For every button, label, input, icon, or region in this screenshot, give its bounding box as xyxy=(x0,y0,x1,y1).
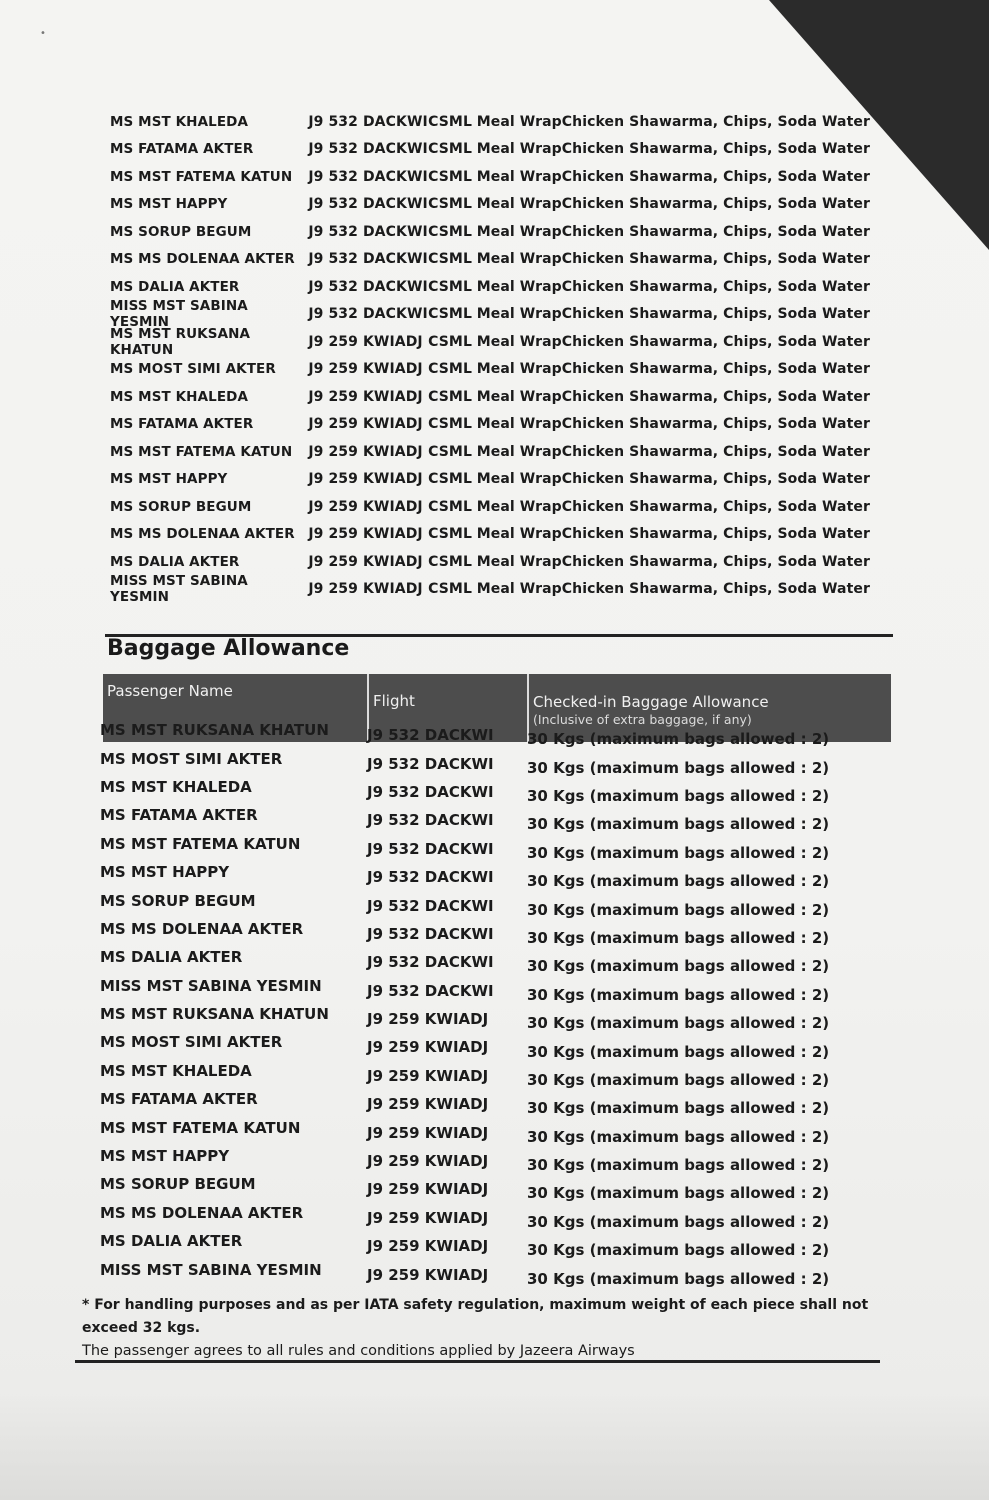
header-allowance-subtitle: (Inclusive of extra baggage, if any) xyxy=(533,712,752,727)
baggage-passenger-name: MS DALIA AKTER xyxy=(100,948,243,967)
meal-code: CSML xyxy=(428,443,472,460)
meal-code: CSML xyxy=(428,526,472,543)
baggage-allowance: 30 Kgs (maximum bags allowed : 2) xyxy=(527,1014,830,1033)
baggage-flight: J9 532 DACKWI xyxy=(367,868,494,887)
baggage-allowance: 30 Kgs (maximum bags allowed : 2) xyxy=(527,758,830,777)
meal-flight: J9 532 DACKWI xyxy=(308,306,428,323)
meal-row xyxy=(110,383,870,411)
meal-description: Meal WrapChicken Shawarma, Chips, Soda Water xyxy=(476,306,870,323)
baggage-allowance: 30 Kgs (maximum bags allowed : 2) xyxy=(527,843,830,862)
meal-description: Meal WrapChicken Shawarma, Chips, Soda Water xyxy=(476,553,870,570)
meal-passenger-name: MS DALIA AKTER xyxy=(110,278,240,295)
meal-passenger-name: MS MST RUKSANA KHATUN xyxy=(110,325,251,358)
baggage-allowance-table xyxy=(100,716,860,1288)
meal-row xyxy=(110,246,870,274)
meal-code: CSML xyxy=(428,471,472,488)
baggage-section-title: Baggage Allowance xyxy=(107,636,350,661)
meal-code: CSML xyxy=(428,388,472,405)
baggage-row xyxy=(100,1255,860,1288)
baggage-flight: J9 532 DACKWI xyxy=(367,782,494,801)
baggage-flight: J9 259 KWIADJ xyxy=(367,1265,489,1284)
meal-code: CSML xyxy=(428,168,472,185)
meal-description: Meal WrapChicken Shawarma, Chips, Soda Water xyxy=(476,113,870,130)
baggage-flight: J9 259 KWIADJ xyxy=(367,1123,489,1142)
meal-passenger-name: MISS MST SABINA YESMIN xyxy=(110,298,248,331)
page-shadow xyxy=(0,1390,989,1500)
baggage-passenger-name: MS MST KHALEDA xyxy=(100,777,252,796)
baggage-flight: J9 259 KWIADJ xyxy=(367,1152,489,1171)
meal-description: Meal WrapChicken Shawarma, Chips, Soda Water xyxy=(476,278,870,295)
meal-description: Meal WrapChicken Shawarma, Chips, Soda Water xyxy=(476,471,870,488)
meal-flight: J9 532 DACKWI xyxy=(308,113,428,130)
meal-code: CSML xyxy=(428,223,472,240)
meal-code: CSML xyxy=(428,141,472,158)
baggage-allowance: 30 Kgs (maximum bags allowed : 2) xyxy=(527,1042,830,1061)
baggage-flight: J9 532 DACKWI xyxy=(367,754,494,773)
meal-row xyxy=(110,548,870,576)
meal-row xyxy=(110,136,870,164)
header-passenger-name: Passenger Name xyxy=(103,674,369,742)
footnote-iata: * For handling purposes and as per IATA safety regulation, maximum weight of each piece shall not exceed 32 kgs. xyxy=(82,1297,869,1336)
meal-code: CSML xyxy=(428,306,472,323)
baggage-allowance: 30 Kgs (maximum bags allowed : 2) xyxy=(527,786,830,805)
meal-flight: J9 532 DACKWI xyxy=(308,196,428,213)
baggage-passenger-name: MS MOST SIMI AKTER xyxy=(100,749,283,768)
meal-passenger-name: MS MST FATEMA KATUN xyxy=(110,443,293,460)
meal-row xyxy=(110,466,870,494)
meal-row xyxy=(110,325,870,358)
baggage-flight: J9 259 KWIADJ xyxy=(367,1180,489,1199)
baggage-flight: J9 532 DACKWI xyxy=(367,726,494,745)
baggage-flight: J9 532 DACKWI xyxy=(367,896,494,915)
meal-passenger-name: MS DALIA AKTER xyxy=(110,553,240,570)
baggage-flight: J9 259 KWIADJ xyxy=(367,1010,489,1029)
meal-flight: J9 532 DACKWI xyxy=(308,251,428,268)
meal-code: CSML xyxy=(428,333,472,350)
meal-description: Meal WrapChicken Shawarma, Chips, Soda Water xyxy=(476,196,870,213)
meal-row xyxy=(110,108,870,136)
baggage-passenger-name: MS MOST SIMI AKTER xyxy=(100,1033,283,1052)
meal-flight: J9 259 KWIADJ xyxy=(308,333,423,350)
baggage-passenger-name: MS MST RUKSANA KHATUN xyxy=(100,1005,329,1024)
baggage-allowance: 30 Kgs (maximum bags allowed : 2) xyxy=(527,1212,830,1231)
meal-row xyxy=(110,438,870,466)
meal-description: Meal WrapChicken Shawarma, Chips, Soda Water xyxy=(476,168,870,185)
baggage-allowance: 30 Kgs (maximum bags allowed : 2) xyxy=(527,1099,830,1118)
meal-passenger-name: MS MOST SIMI AKTER xyxy=(110,361,276,378)
meal-description: Meal WrapChicken Shawarma, Chips, Soda Water xyxy=(476,388,870,405)
baggage-flight: J9 532 DACKWI xyxy=(367,981,494,1000)
meal-flight: J9 532 DACKWI xyxy=(308,141,428,158)
meal-passenger-name: MS SORUP BEGUM xyxy=(110,498,252,515)
baggage-allowance: 30 Kgs (maximum bags allowed : 2) xyxy=(527,815,830,834)
meal-passenger-name: MS MST FATEMA KATUN xyxy=(110,168,293,185)
meal-description: Meal WrapChicken Shawarma, Chips, Soda Water xyxy=(476,498,870,515)
meal-description: Meal WrapChicken Shawarma, Chips, Soda Water xyxy=(476,223,870,240)
meal-code: CSML xyxy=(428,196,472,213)
baggage-passenger-name: MS MST RUKSANA KHATUN xyxy=(100,721,329,740)
meal-flight: J9 532 DACKWI xyxy=(308,223,428,240)
baggage-flight: J9 259 KWIADJ xyxy=(367,1095,489,1114)
meal-description: Meal WrapChicken Shawarma, Chips, Soda Water xyxy=(476,251,870,268)
baggage-passenger-name: MS MST KHALEDA xyxy=(100,1061,252,1080)
meal-code: CSML xyxy=(428,251,472,268)
meal-passenger-name: MS MST HAPPY xyxy=(110,471,228,488)
meal-code: CSML xyxy=(428,553,472,570)
meal-flight: J9 259 KWIADJ xyxy=(308,498,423,515)
baggage-flight: J9 259 KWIADJ xyxy=(367,1237,489,1256)
baggage-flight: J9 259 KWIADJ xyxy=(367,1038,489,1057)
meal-flight: J9 259 KWIADJ xyxy=(308,443,423,460)
meal-flight: J9 532 DACKWI xyxy=(308,168,428,185)
baggage-allowance: 30 Kgs (maximum bags allowed : 2) xyxy=(527,985,830,1004)
baggage-passenger-name: MS MST HAPPY xyxy=(100,1147,230,1166)
meal-code: CSML xyxy=(428,113,472,130)
meal-flight: J9 259 KWIADJ xyxy=(308,471,423,488)
baggage-allowance: 30 Kgs (maximum bags allowed : 2) xyxy=(527,900,830,919)
baggage-passenger-name: MS SORUP BEGUM xyxy=(100,891,256,910)
baggage-passenger-name: MS SORUP BEGUM xyxy=(100,1175,256,1194)
meal-row xyxy=(110,411,870,439)
meal-description: Meal WrapChicken Shawarma, Chips, Soda Water xyxy=(476,416,870,433)
baggage-passenger-name: MS MST FATEMA KATUN xyxy=(100,834,301,853)
meal-passenger-name: MS MST KHALEDA xyxy=(110,388,249,405)
baggage-passenger-name: MISS MST SABINA YESMIN xyxy=(100,976,322,995)
baggage-flight: J9 532 DACKWI xyxy=(367,953,494,972)
baggage-allowance: 30 Kgs (maximum bags allowed : 2) xyxy=(527,1156,830,1175)
meal-passenger-name: MISS MST SABINA YESMIN xyxy=(110,573,248,606)
meal-flight: J9 259 KWIADJ xyxy=(308,553,423,570)
baggage-passenger-name: MS MS DOLENAA AKTER xyxy=(100,1203,304,1222)
meal-row xyxy=(110,356,870,384)
footnote xyxy=(82,1294,902,1363)
baggage-passenger-name: MISS MST SABINA YESMIN xyxy=(100,1260,322,1279)
meal-flight: J9 259 KWIADJ xyxy=(308,361,423,378)
meal-passenger-name: MS FATAMA AKTER xyxy=(110,416,254,433)
baggage-flight: J9 259 KWIADJ xyxy=(367,1066,489,1085)
meal-description: Meal WrapChicken Shawarma, Chips, Soda Water xyxy=(476,443,870,460)
meal-passenger-name: MS MS DOLENAA AKTER xyxy=(110,526,295,543)
header-flight: Flight xyxy=(369,674,529,742)
meal-description: Meal WrapChicken Shawarma, Chips, Soda Water xyxy=(476,526,870,543)
meal-row xyxy=(110,191,870,219)
meal-description: Meal WrapChicken Shawarma, Chips, Soda Water xyxy=(476,141,870,158)
baggage-passenger-name: MS DALIA AKTER xyxy=(100,1232,243,1251)
meal-passenger-name: MS FATAMA AKTER xyxy=(110,141,254,158)
baggage-allowance: 30 Kgs (maximum bags allowed : 2) xyxy=(527,928,830,947)
baggage-allowance: 30 Kgs (maximum bags allowed : 2) xyxy=(527,1184,830,1203)
meal-code: CSML xyxy=(428,498,472,515)
meal-row xyxy=(110,273,870,301)
baggage-allowance: 30 Kgs (maximum bags allowed : 2) xyxy=(527,1070,830,1089)
meal-flight: J9 259 KWIADJ xyxy=(308,416,423,433)
header-allowance-title: Checked-in Baggage Allowance xyxy=(533,693,769,711)
baggage-allowance: 30 Kgs (maximum bags allowed : 2) xyxy=(527,1241,830,1260)
meal-code: CSML xyxy=(428,361,472,378)
baggage-passenger-name: MS MST FATEMA KATUN xyxy=(100,1118,301,1137)
meal-description: Meal WrapChicken Shawarma, Chips, Soda Water xyxy=(476,333,870,350)
baggage-flight: J9 532 DACKWI xyxy=(367,811,494,830)
meal-flight: J9 259 KWIADJ xyxy=(308,581,423,598)
meal-description: Meal WrapChicken Shawarma, Chips, Soda Water xyxy=(476,581,870,598)
meal-code: CSML xyxy=(428,416,472,433)
meal-passenger-name: MS SORUP BEGUM xyxy=(110,223,252,240)
meal-row xyxy=(110,298,870,331)
meal-code: CSML xyxy=(428,278,472,295)
meal-description: Meal WrapChicken Shawarma, Chips, Soda Water xyxy=(476,361,870,378)
baggage-allowance: 30 Kgs (maximum bags allowed : 2) xyxy=(527,872,830,891)
baggage-passenger-name: MS MST HAPPY xyxy=(100,863,230,882)
meal-flight: J9 259 KWIADJ xyxy=(308,388,423,405)
special-meal-table xyxy=(110,108,870,606)
meal-row xyxy=(110,573,870,606)
meal-row xyxy=(110,218,870,246)
bottom-divider xyxy=(75,1360,880,1363)
baggage-passenger-name: MS MS DOLENAA AKTER xyxy=(100,919,304,938)
meal-row xyxy=(110,163,870,191)
meal-passenger-name: MS MST KHALEDA xyxy=(110,113,249,130)
meal-passenger-name: MS MST HAPPY xyxy=(110,196,228,213)
baggage-allowance: 30 Kgs (maximum bags allowed : 2) xyxy=(527,730,830,749)
baggage-passenger-name: MS FATAMA AKTER xyxy=(100,1090,258,1109)
baggage-allowance: 30 Kgs (maximum bags allowed : 2) xyxy=(527,1269,830,1288)
footnote-agreement: The passenger agrees to all rules and conditions applied by Jazeera Airways xyxy=(82,1343,635,1359)
baggage-allowance: 30 Kgs (maximum bags allowed : 2) xyxy=(527,1127,830,1146)
baggage-allowance: 30 Kgs (maximum bags allowed : 2) xyxy=(527,957,830,976)
meal-code: CSML xyxy=(428,581,472,598)
baggage-passenger-name: MS FATAMA AKTER xyxy=(100,806,258,825)
baggage-flight: J9 532 DACKWI xyxy=(367,924,494,943)
meal-row xyxy=(110,493,870,521)
paper-specks: • xyxy=(40,28,46,39)
meal-passenger-name: MS MS DOLENAA AKTER xyxy=(110,251,295,268)
meal-row xyxy=(110,521,870,549)
meal-flight: J9 259 KWIADJ xyxy=(308,526,423,543)
baggage-flight: J9 532 DACKWI xyxy=(367,839,494,858)
baggage-flight: J9 259 KWIADJ xyxy=(367,1208,489,1227)
meal-flight: J9 532 DACKWI xyxy=(308,278,428,295)
